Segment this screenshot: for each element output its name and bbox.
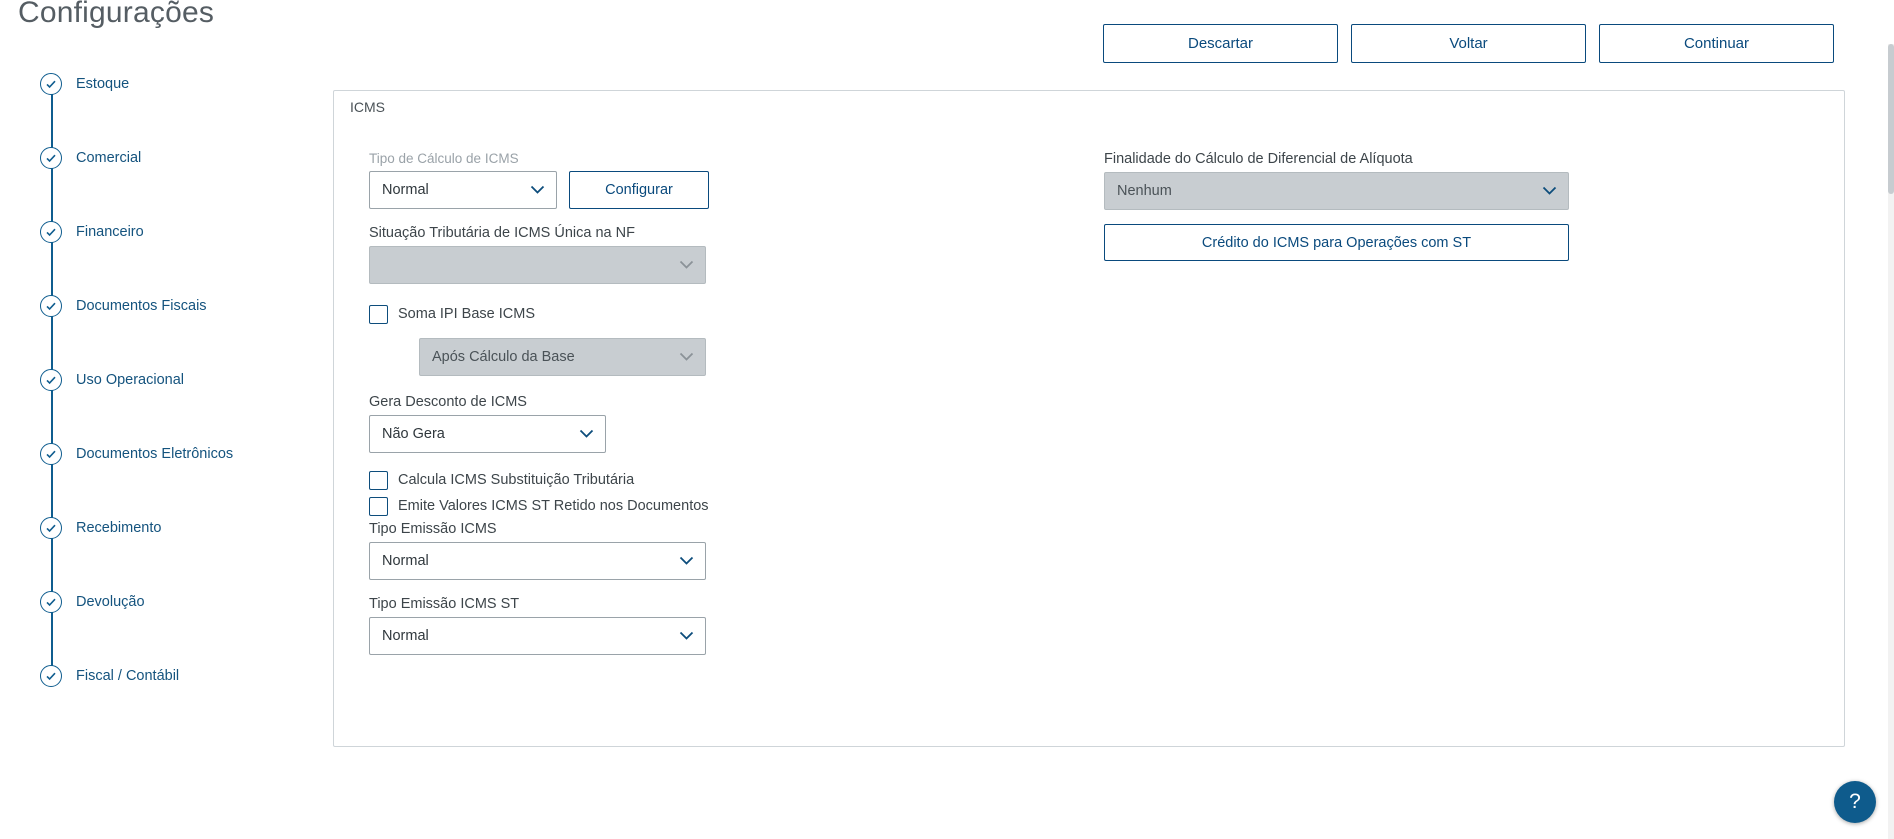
tipo-emissao-icms-st-select[interactable] (369, 617, 706, 655)
soma-ipi-momento-value: Após Cálculo da Base (432, 349, 575, 365)
sidebar-item-label: Fiscal / Contábil (76, 668, 180, 684)
soma-ipi-momento-select (419, 338, 706, 376)
sidebar-item-label: Devolução (76, 594, 145, 610)
check-circle-icon (40, 517, 62, 539)
sidebar-item-financeiro[interactable] (40, 220, 144, 244)
help-circle-icon[interactable] (1834, 781, 1876, 823)
chevron-down-icon (1542, 183, 1557, 199)
icms-panel (333, 90, 1845, 747)
chevron-down-icon (530, 182, 545, 198)
stepper-sidebar (0, 72, 275, 839)
check-circle-icon (40, 443, 62, 465)
panel-title: ICMS (350, 99, 385, 115)
sidebar-item-label: Financeiro (76, 224, 144, 240)
tipo-emissao-icms-label: Tipo Emissão ICMS (369, 521, 497, 537)
check-circle-icon (40, 369, 62, 391)
sidebar-item-estoque[interactable] (40, 72, 129, 96)
tipo-calculo-icms-select[interactable] (369, 171, 557, 209)
soma-ipi-base-icms-checkbox-row[interactable] (369, 301, 929, 327)
finalidade-difal-value: Nenhum (1117, 183, 1172, 199)
check-circle-icon (40, 295, 62, 317)
panel-right-column (1104, 151, 1664, 261)
chevron-down-icon (679, 257, 694, 273)
finalidade-difal-select[interactable] (1104, 172, 1569, 210)
tipo-calculo-icms-label: Tipo de Cálculo de ICMS (369, 151, 519, 166)
sidebar-item-comercial[interactable] (40, 146, 141, 170)
finalidade-difal-label: Finalidade do Cálculo de Diferencial de Alíquota (1104, 151, 1413, 167)
gera-desconto-icms-label: Gera Desconto de ICMS (369, 394, 527, 410)
emite-valores-icms-st-checkbox[interactable] (369, 497, 388, 516)
calcula-icms-st-label: Calcula ICMS Substituição Tributária (398, 472, 635, 488)
configurar-button[interactable]: Configurar (569, 171, 709, 209)
sidebar-item-documentos-eletronicos[interactable] (40, 442, 233, 466)
emite-valores-icms-st-checkbox-row[interactable] (369, 493, 929, 519)
panel-left-column (369, 151, 929, 655)
tipo-emissao-icms-st-value: Normal (382, 628, 429, 644)
gera-desconto-icms-select[interactable] (369, 415, 606, 453)
sidebar-item-label: Documentos Fiscais (76, 298, 207, 314)
check-circle-icon (40, 147, 62, 169)
check-circle-icon (40, 73, 62, 95)
tipo-calculo-icms-value: Normal (382, 182, 429, 198)
tipo-emissao-icms-st-label: Tipo Emissão ICMS ST (369, 596, 520, 612)
tipo-emissao-icms-value: Normal (382, 553, 429, 569)
soma-ipi-base-icms-checkbox[interactable] (369, 305, 388, 324)
chevron-down-icon (679, 349, 694, 365)
situacao-tributaria-label: Situação Tributária de ICMS Única na NF (369, 225, 635, 241)
chevron-down-icon (679, 553, 694, 569)
back-button[interactable]: Voltar (1351, 24, 1586, 63)
header-actions (1103, 24, 1834, 63)
calcula-icms-st-checkbox[interactable] (369, 471, 388, 490)
chevron-down-icon (579, 426, 594, 442)
situacao-tributaria-select (369, 246, 706, 284)
soma-ipi-base-icms-label: Soma IPI Base ICMS (398, 306, 535, 322)
sidebar-item-label: Documentos Eletrônicos (76, 446, 234, 462)
sidebar-item-devolucao[interactable] (40, 590, 145, 614)
page-scrollbar-thumb[interactable] (1888, 44, 1894, 194)
sidebar-item-label: Uso Operacional (76, 372, 184, 388)
chevron-down-icon (679, 628, 694, 644)
sidebar-item-label: Comercial (76, 150, 142, 166)
tipo-calculo-row (369, 171, 929, 209)
sidebar-item-recebimento[interactable] (40, 516, 161, 540)
gera-desconto-icms-value: Não Gera (382, 426, 445, 442)
continue-button[interactable]: Continuar (1599, 24, 1834, 63)
page-title: Configurações (18, 0, 215, 29)
sidebar-item-label: Estoque (76, 76, 130, 92)
tipo-emissao-icms-select[interactable] (369, 542, 706, 580)
check-circle-icon (40, 591, 62, 613)
calcula-icms-st-checkbox-row[interactable] (369, 467, 929, 493)
credito-icms-st-button[interactable]: Crédito do ICMS para Operações com ST (1104, 224, 1569, 261)
check-circle-icon (40, 665, 62, 687)
emite-valores-icms-st-label: Emite Valores ICMS ST Retido nos Documentos (398, 498, 709, 514)
check-circle-icon (40, 221, 62, 243)
sidebar-item-documentos-fiscais[interactable] (40, 294, 207, 318)
discard-button[interactable]: Descartar (1103, 24, 1338, 63)
help-fab-label: ? (1849, 790, 1861, 813)
sidebar-item-fiscal-contabil[interactable] (40, 664, 179, 688)
sidebar-item-label: Recebimento (76, 520, 162, 536)
sidebar-item-uso-operacional[interactable] (40, 368, 184, 392)
